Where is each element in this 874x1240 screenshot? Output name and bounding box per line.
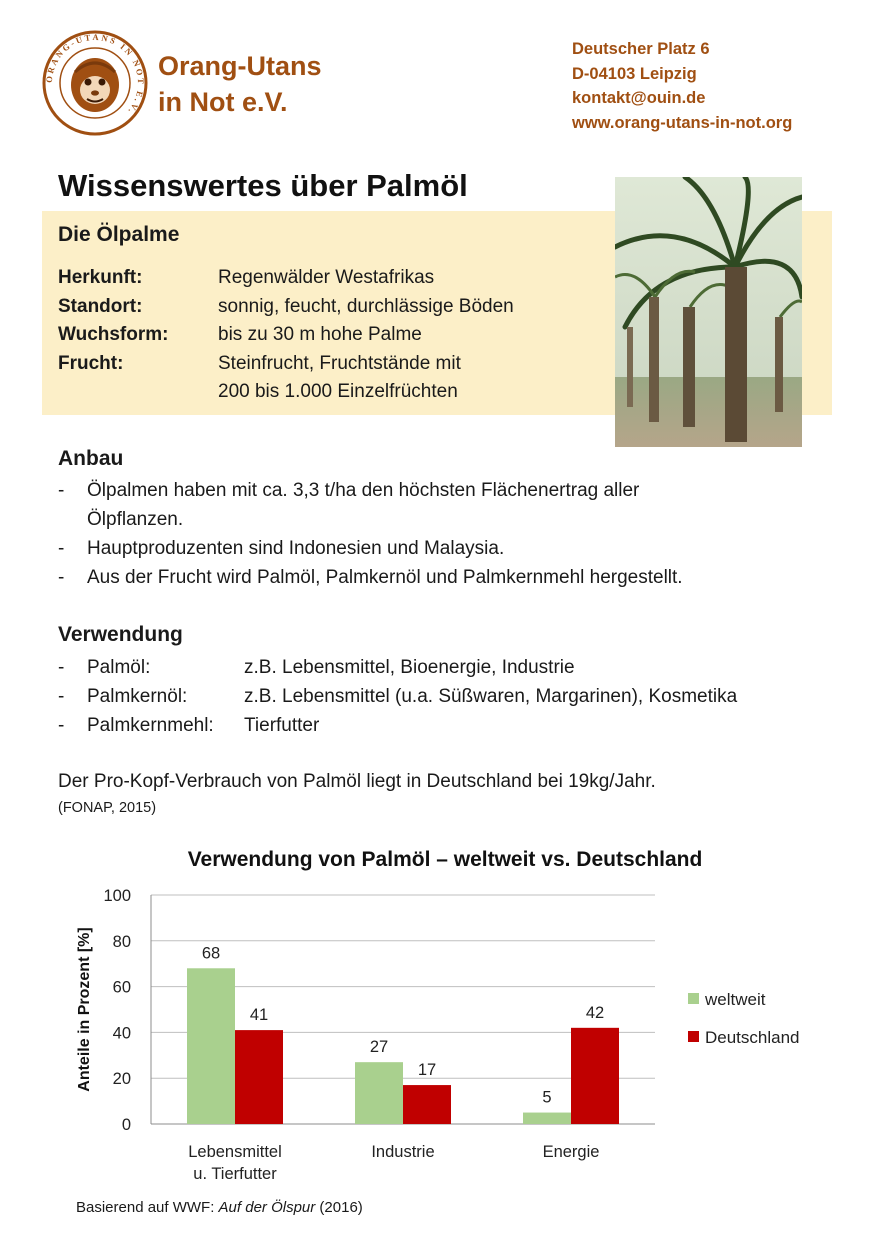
y-tick-label: 100 — [103, 887, 131, 905]
verwendung-text: z.B. Lebensmittel, Bioenergie, Industrie — [244, 657, 575, 678]
data-label: 42 — [585, 1003, 605, 1022]
data-label: 41 — [249, 1006, 269, 1025]
anbau-item-text: Ölpflanzen. — [87, 509, 184, 530]
legend-swatch — [688, 1031, 699, 1042]
fact-label: Herkunft: — [58, 267, 143, 288]
anbau-item-text: Hauptproduzenten sind Indonesien und Malaysia. — [87, 538, 505, 559]
fact-row — [58, 293, 514, 322]
category-label: Industrie — [371, 1143, 435, 1161]
list-dash-spacer — [58, 505, 87, 534]
org-name — [158, 48, 322, 120]
website-link[interactable]: www.orang-utans-in-not.org — [572, 113, 793, 132]
footnote-title: Auf der Ölspur — [218, 1199, 316, 1216]
palm-facts — [58, 264, 514, 407]
category-label: Lebensmittel — [188, 1143, 282, 1161]
list-item — [58, 653, 848, 682]
verwendung-term: Palmöl: — [87, 657, 151, 678]
fact-label: Wuchsform: — [58, 324, 169, 345]
list-item — [58, 476, 818, 505]
category-label: Energie — [542, 1143, 600, 1161]
list-item — [58, 563, 818, 592]
list-dash: - — [58, 657, 65, 678]
fact-label: Frucht: — [58, 352, 124, 374]
list-item — [58, 711, 848, 740]
consumption-source: (FONAP, 2015) — [58, 800, 157, 816]
list-dash: - — [58, 686, 65, 707]
data-label: 27 — [369, 1038, 389, 1057]
data-label: 68 — [201, 944, 221, 963]
page-title: Wissenswertes über Palmöl — [58, 168, 468, 203]
category-label: u. Tierfutter — [193, 1165, 277, 1183]
verwendung-term: Palmkernöl: — [87, 686, 188, 707]
y-tick-label: 0 — [121, 1116, 131, 1134]
chart-title: Verwendung von Palmöl – weltweit vs. Deutschland — [187, 848, 703, 871]
list-item — [58, 534, 818, 563]
anbau-item-text: Ölpalmen haben mit ca. 3,3 t/ha den höchsten Flächenertrag aller — [87, 480, 640, 501]
fact-value: 200 bis 1.000 Einzelfrüchten — [218, 381, 458, 402]
verwendung-list — [58, 653, 848, 740]
fact-row — [58, 350, 514, 379]
y-tick-label: 60 — [112, 978, 131, 997]
data-label: 5 — [542, 1088, 552, 1107]
org-logo — [42, 30, 148, 136]
verwendung-text: Tierfutter — [244, 715, 320, 736]
orangutan-icon — [71, 58, 119, 112]
y-axis-label: Anteile in Prozent [%] — [76, 927, 93, 1092]
bar-deutschland — [571, 1028, 619, 1124]
anbau-list — [58, 476, 818, 592]
footnote-suffix: (2016) — [315, 1199, 363, 1216]
bar-weltweit — [355, 1062, 403, 1124]
legend-label: Deutschland — [705, 1028, 800, 1047]
list-dash: - — [58, 538, 65, 559]
fact-value: sonnig, feucht, durchlässige Böden — [218, 295, 514, 317]
verwendung-text: z.B. Lebensmittel (u.a. Süßwaren, Margarinen), Kosmetika — [244, 686, 738, 707]
y-tick-label: 80 — [112, 932, 131, 951]
fact-value: Steinfrucht, Fruchtstände mit — [218, 352, 461, 374]
bar-deutschland — [235, 1030, 283, 1124]
fact-label — [58, 378, 218, 407]
fact-value: bis zu 30 m hohe Palme — [218, 324, 422, 345]
fact-row — [58, 321, 514, 350]
bar-weltweit — [187, 968, 235, 1124]
fact-value: Regenwälder Westafrikas — [218, 267, 435, 288]
org-name-line2: in Not e.V. — [158, 87, 288, 117]
fact-row — [58, 378, 514, 407]
verwendung-heading: Verwendung — [58, 623, 183, 646]
list-dash: - — [58, 715, 65, 736]
verwendung-term: Palmkernmehl: — [87, 715, 214, 736]
legend-label: weltweit — [705, 990, 766, 1009]
address-city: D-04103 Leipzig — [572, 64, 697, 83]
legend-swatch — [688, 993, 699, 1004]
list-dash: - — [58, 567, 65, 588]
list-item — [58, 682, 848, 711]
y-tick-label: 40 — [112, 1024, 131, 1043]
anbau-heading: Anbau — [58, 447, 124, 470]
footnote-prefix: Basierend auf WWF: — [76, 1199, 219, 1216]
list-dash: - — [58, 480, 65, 501]
contact-block — [572, 37, 792, 135]
org-name-line1: Orang-Utans — [158, 51, 322, 81]
footnote — [76, 1199, 363, 1216]
fact-row — [58, 264, 514, 293]
anbau-item-text: Aus der Frucht wird Palmöl, Palmkernöl und Palmkernmehl hergestellt. — [87, 567, 683, 588]
bar-deutschland — [403, 1085, 451, 1124]
email-link[interactable]: kontakt@ouin.de — [572, 89, 706, 107]
oil-palm-photo — [615, 177, 802, 447]
palm-box-heading: Die Ölpalme — [58, 223, 180, 246]
fact-label: Standort: — [58, 295, 143, 317]
y-tick-label: 20 — [112, 1070, 131, 1089]
bar-weltweit — [523, 1113, 571, 1124]
list-item — [58, 505, 818, 534]
address-street: Deutscher Platz 6 — [572, 40, 710, 58]
consumption-statement: Der Pro-Kopf-Verbrauch von Palmöl liegt in Deutschland bei 19kg/Jahr. — [58, 771, 656, 792]
data-label: 17 — [417, 1061, 437, 1080]
logo-ring-text: ORANG-UTANS IN NOT E.V. — [43, 31, 147, 118]
palm-oil-usage-chart — [40, 838, 840, 1193]
